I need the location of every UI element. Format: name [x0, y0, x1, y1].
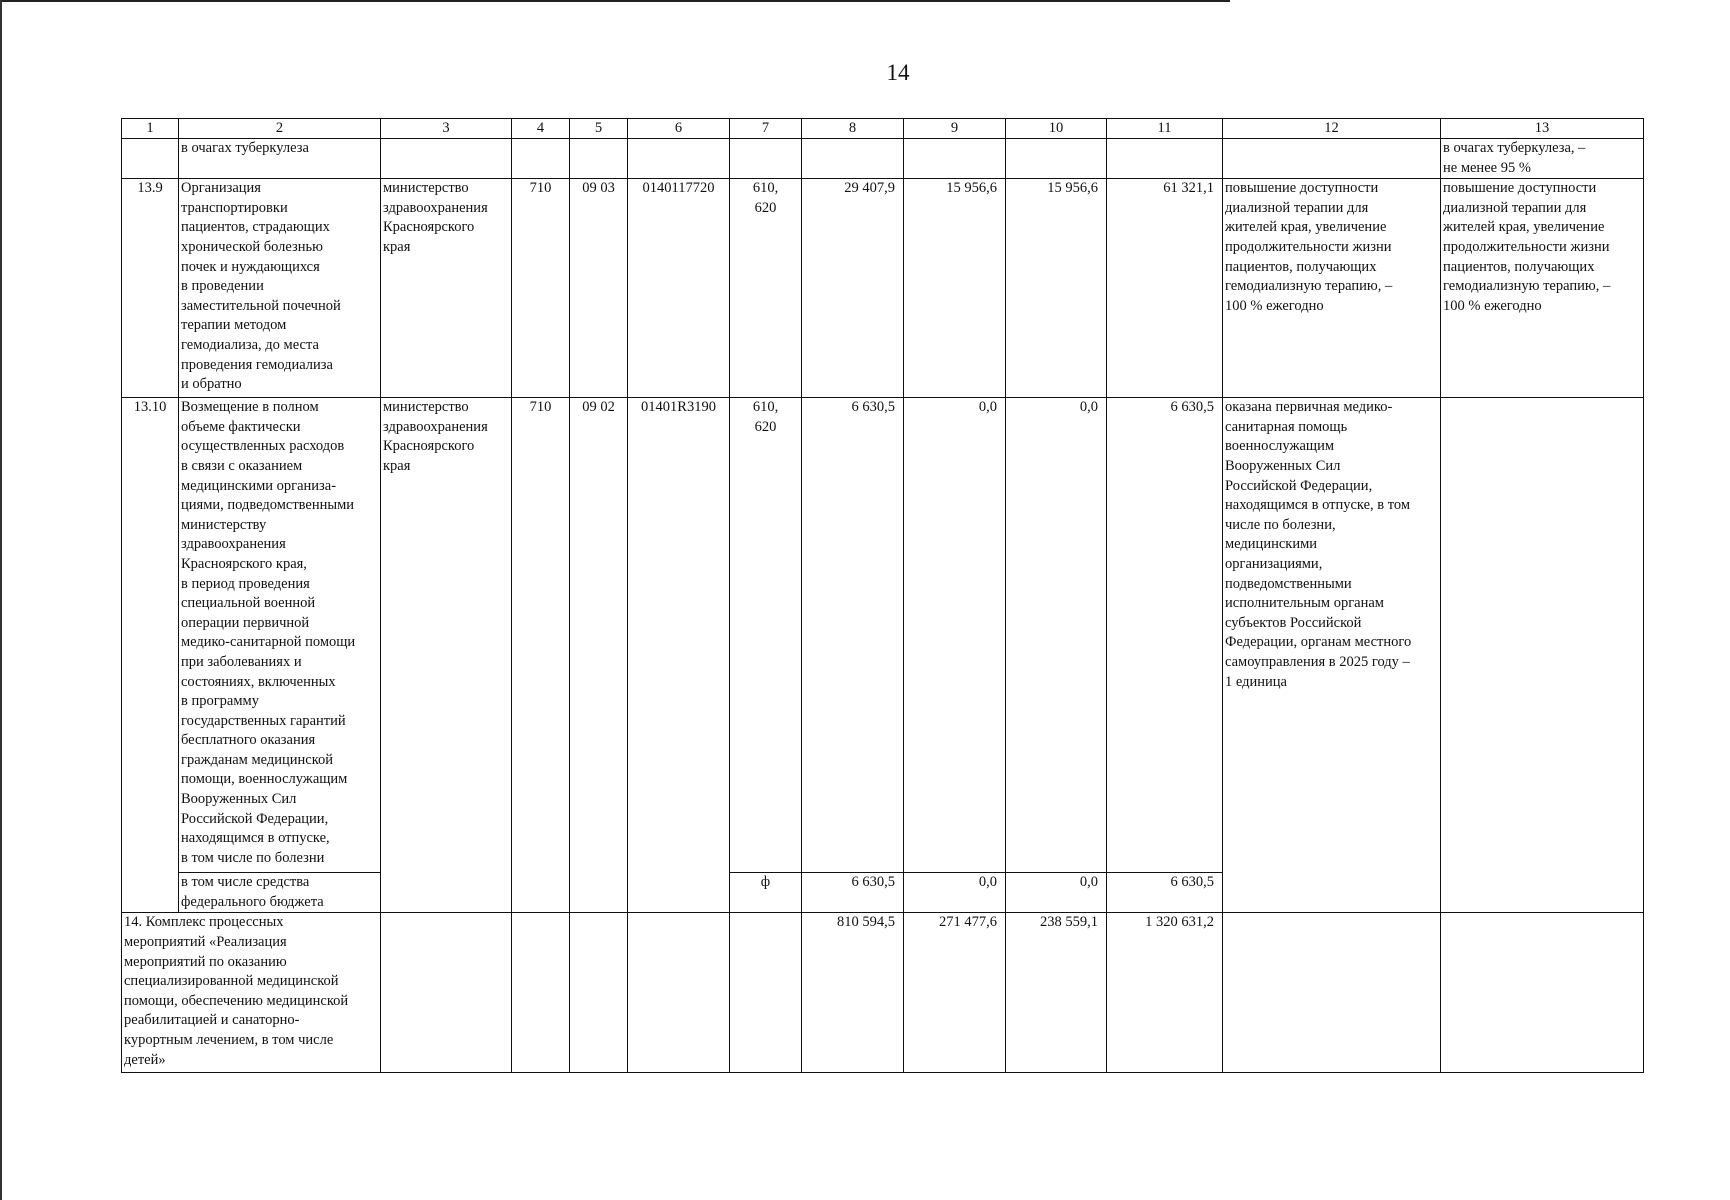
cell-vr: 610, 620	[730, 398, 802, 873]
col-header-5: 5	[570, 119, 628, 139]
cell-year-1: 810 594,5	[802, 913, 904, 1073]
cell-year-1: 29 407,9	[802, 179, 904, 398]
cell-csr: 0140117720	[628, 179, 730, 398]
cell-result: повышение доступности диализной терапии для жителей края, увеличение продолжительности жизни пациентов, получающих гемодиализную терапию, – 100 % ежегодно	[1223, 179, 1441, 398]
cell-indicator	[1441, 398, 1644, 913]
table-row-continuation	[122, 139, 1644, 179]
table-row-13-10	[122, 398, 1644, 873]
cell-rzpr: 09 02	[570, 398, 628, 913]
col-header-13: 13	[1441, 119, 1644, 139]
table-row-complex-14	[122, 913, 1644, 1073]
cell-year-1: 6 630,5	[802, 398, 904, 873]
cell-csr: 01401R3190	[628, 398, 730, 913]
cell-name: Организация транспортировки пациентов, страдающих хронической болезнью почек и нуждающихся в проведении заместительной почечной терапии методом гемодиализа, до места проведения гемодиализа и обратно	[179, 179, 381, 398]
cell-name: в очагах туберкулеза	[179, 139, 381, 179]
cell-year-2: 0,0	[904, 873, 1006, 913]
cell-indicator: повышение доступности диализной терапии для жителей края, увеличение продолжительности жизни пациентов, получающих гемодиализную терапию, – 100 % ежегодно	[1441, 179, 1644, 398]
cell-vr: 610, 620	[730, 179, 802, 398]
cell-name: в том числе средства федерального бюджета	[179, 873, 381, 913]
col-header-2: 2	[179, 119, 381, 139]
cell-rzpr: 09 03	[570, 179, 628, 398]
col-header-12: 12	[1223, 119, 1441, 139]
cell-name: 14. Комплекс процессных мероприятий «Реализация мероприятий по оказанию специализированной медицинской помощи, обеспечению медицинской реабилитацией и санаторно- курортным лечением, в том числе детей»	[122, 913, 381, 1073]
cell-executor: министерство здравоохранения Красноярского края	[381, 398, 512, 913]
cell-num: 13.10	[122, 398, 179, 913]
cell-num	[122, 139, 179, 179]
cell-year-1: 6 630,5	[802, 873, 904, 913]
page-top-border	[0, 0, 1230, 2]
cell-total: 6 630,5	[1107, 398, 1223, 873]
col-header-7: 7	[730, 119, 802, 139]
col-header-8: 8	[802, 119, 904, 139]
cell-year-2: 271 477,6	[904, 913, 1006, 1073]
col-header-11: 11	[1107, 119, 1223, 139]
col-header-9: 9	[904, 119, 1006, 139]
page-left-border	[0, 0, 2, 1200]
cell-total: 1 320 631,2	[1107, 913, 1223, 1073]
cell-executor: министерство здравоохранения Красноярского края	[381, 179, 512, 398]
cell-grbs: 710	[512, 398, 570, 913]
col-header-4: 4	[512, 119, 570, 139]
column-number-row	[122, 119, 1644, 139]
cell-total: 6 630,5	[1107, 873, 1223, 913]
cell-result: оказана первичная медико- санитарная помощь военнослужащим Вооруженных Сил Российской Федерации, находящимся в отпуске, в том числе по болезни, медицинскими организациями, подведомственными исполнительным органам субъектов Российской Федерации, органам местного самоуправления в 2025 году – 1 единица	[1223, 398, 1441, 913]
cell-vr: ф	[730, 873, 802, 913]
page-number: 14	[886, 60, 910, 85]
cell-total: 61 321,1	[1107, 179, 1223, 398]
col-header-10: 10	[1006, 119, 1107, 139]
col-header-1: 1	[122, 119, 179, 139]
cell-year-3: 238 559,1	[1006, 913, 1107, 1073]
cell-name: Возмещение в полном объеме фактически осуществленных расходов в связи с оказанием медицинскими организа- циями, подведомственными министерству здравоохранения Красноярского края, в период проведения специальной военной операции первичной медико-санитарной помощи при заболеваниях и состояниях, включенных в программу государственных гарантий бесплатного оказания гражданам медицинской помощи, военнослужащим Вооруженных Сил Российской Федерации, находящимся в отпуске, в том числе по болезни	[179, 398, 381, 873]
cell-grbs: 710	[512, 179, 570, 398]
cell-num: 13.9	[122, 179, 179, 398]
cell-year-2: 0,0	[904, 398, 1006, 873]
col-header-3: 3	[381, 119, 512, 139]
table-row-13-9	[122, 179, 1644, 398]
col-header-6: 6	[628, 119, 730, 139]
cell-year-2: 15 956,6	[904, 179, 1006, 398]
cell-year-3: 0,0	[1006, 873, 1107, 913]
cell-year-3: 15 956,6	[1006, 179, 1107, 398]
cell-year-3: 0,0	[1006, 398, 1107, 873]
measures-table	[121, 118, 1644, 1073]
cell-indicator: в очагах туберкулеза, – не менее 95 %	[1441, 139, 1644, 179]
